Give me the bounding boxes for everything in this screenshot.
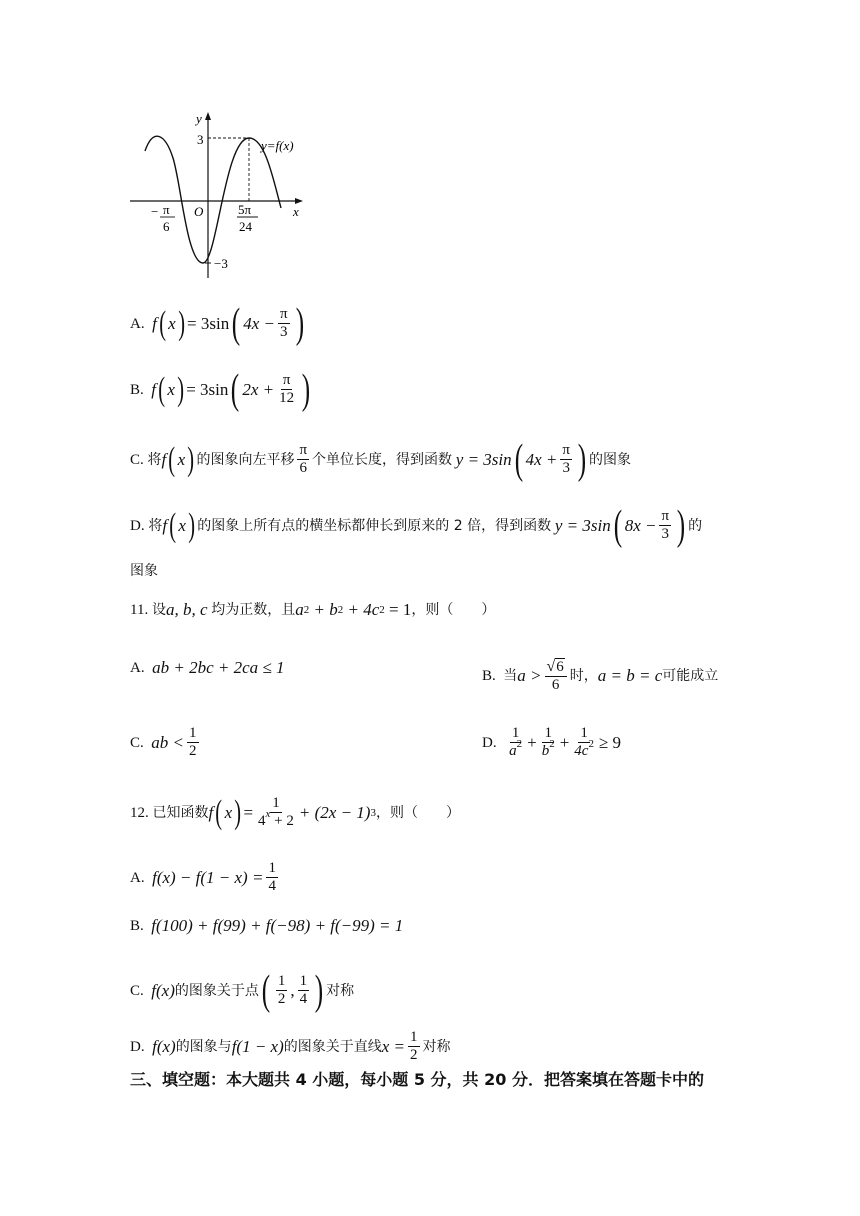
max-label: 3 [197, 132, 204, 147]
origin-label: O [194, 204, 204, 219]
x-axis-label: x [293, 204, 299, 219]
sine-curve [145, 136, 281, 263]
option-letter: A. [130, 315, 145, 332]
tick-right-den: 24 [239, 219, 252, 234]
option-letter: D. [130, 517, 145, 534]
y-axis-arrow [205, 112, 211, 120]
q10-option-d-continued: 图象 [130, 563, 158, 579]
q10-option-c[interactable]: C. 将 f ( x ) 的图象向左平移 $\frac{\pi}{6}$ 个单位长度，得到函数 y = 3sin ( 4x + $\frac{\pi}{3}$ ) 的图象 [130, 436, 631, 483]
tick-left-num: π [163, 202, 170, 217]
section-3-heading: 三、填空题：本大题共 4 小题，每小题 5 分，共 20 分．把答案填在答题卡中的 [130, 1070, 704, 1089]
curve-label: y=f(x) [261, 138, 294, 153]
q11-stem: 11. 设 a, b, c 均为正数，且 a 2 + b 2 + 4c 2 = 1 ，则（ ） [130, 600, 496, 619]
q10-d-expression: y = 3sin ( 8x − $\frac{\pi}{3}$ ) [554, 502, 686, 549]
min-label: −3 [214, 256, 228, 271]
q12-option-c[interactable]: C. f(x) 的图象关于点 ( $\frac{1}{2}$ , $\frac{1}{4}$ ) 对称 [130, 967, 355, 1014]
q10-option-a[interactable] [130, 300, 307, 347]
q10-b-expression: f ( x ) = 3sin ( 2x + $\frac{\pi}{12}$ ) [151, 366, 311, 413]
tick-left-den: 6 [163, 219, 170, 234]
q10-option-b[interactable] [130, 366, 313, 413]
option-letter: B. [130, 381, 144, 398]
q11-option-c[interactable]: C. ab < $\frac{1}{2}$ [130, 725, 197, 759]
q10-a-expression: f ( x ) = 3sin ( 4x − $\frac{\pi}{3}$ ) [152, 300, 304, 347]
q12-option-d[interactable]: D. f(x) 的图象与 f(1 − x) 的图象关于直线 x = $\frac{1}{2}$ 对称 [130, 1029, 451, 1063]
tick-right-num: 5π [238, 202, 252, 217]
option-letter: C. [130, 451, 144, 468]
q11-d-expression: $\frac{1}{a^2}$ + $\frac{1}{b^2}$ + $\frac{1}{4c^2}$ ≥ 9 [509, 725, 622, 759]
q11-option-b[interactable]: B. 当 a > √ 6 6 时， a = b = c 可能成立 [482, 658, 719, 693]
y-axis-label: y [196, 111, 202, 126]
q12-stem: 12. 已知函数 f ( x ) = $\frac{1}{4^x + 2}$ + (2x − 1) 3 ，则（ ） [130, 793, 460, 831]
q12-option-b[interactable]: B. f(100) + f(99) + f(−98) + f(−99) = 1 [130, 916, 404, 935]
sine-graph [125, 108, 325, 283]
q10-option-d[interactable]: D. 将 f ( x ) 的图象上所有点的横坐标都伸长到原来的 2 倍，得到函数 y = 3sin ( 8x − $\frac{\pi}{3}$ ) 的 [130, 502, 703, 549]
tick-left-sign: − [151, 204, 159, 219]
q11-option-d[interactable]: D. $\frac{1}{a^2}$ + $\frac{1}{b^2}$ + $\frac{1}{4c^2}$ ≥ 9 [482, 725, 622, 759]
q12-c-point: ( $\frac{1}{2}$ , $\frac{1}{4}$ ) [261, 967, 324, 1014]
q12-option-a[interactable]: A. f(x) − f(1 − x) = $\frac{1}{4}$ [130, 860, 276, 894]
q10-c-expression: y = 3sin ( 4x + $\frac{\pi}{3}$ ) [455, 436, 587, 483]
q11-option-a[interactable]: A. ab + 2bc + 2ca ≤ 1 [130, 658, 285, 677]
